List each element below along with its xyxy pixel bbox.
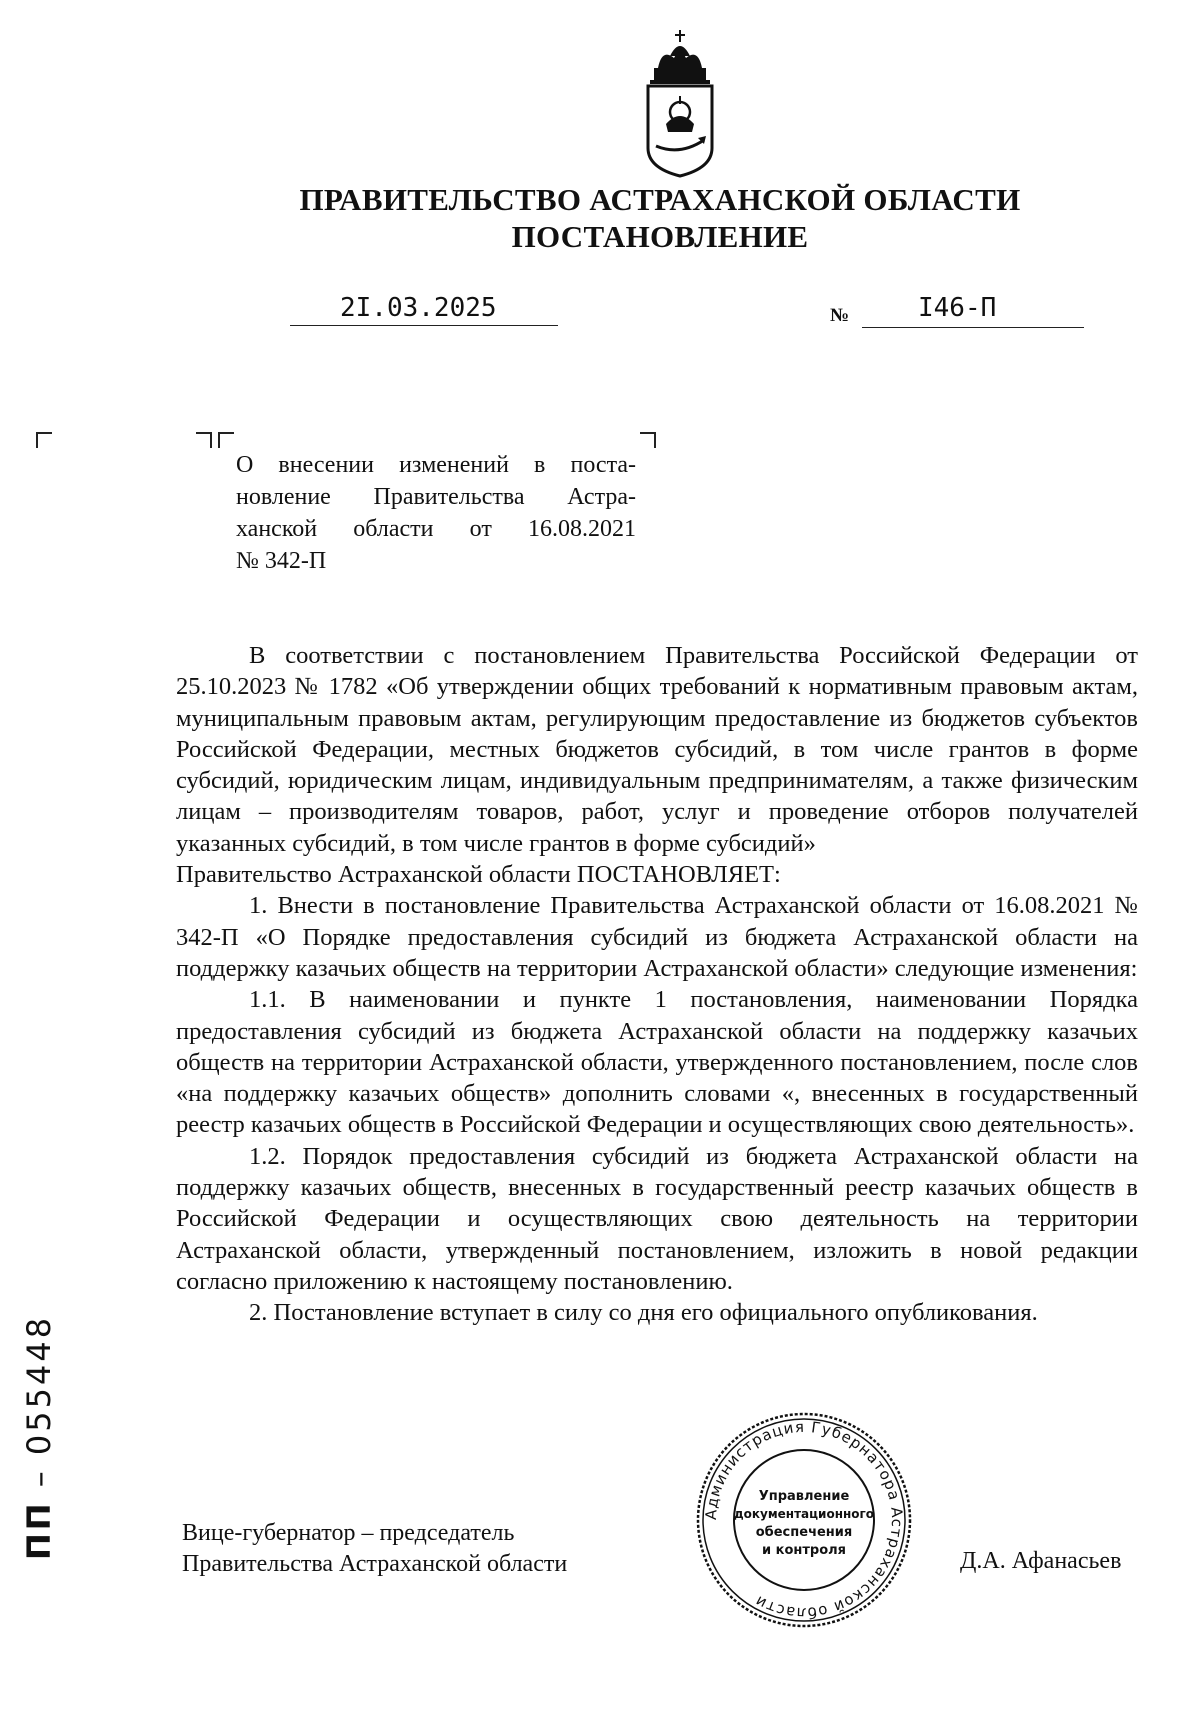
position-line: Вице-губернатор – председатель <box>182 1520 515 1546</box>
stamp-center-line: обеспечения <box>755 1525 853 1540</box>
document-subject <box>236 449 636 577</box>
stamp-center-line: документационного <box>733 1507 875 1521</box>
signatory-name: Д.А. Афанасьев <box>960 1548 1122 1574</box>
position-line: Правительства Астраханской области <box>182 1551 568 1577</box>
subject-line: ханской области от 16.08.2021 <box>236 516 636 542</box>
side-serial-code: ПП – 055448 <box>20 1314 58 1560</box>
document-number: I46-П <box>918 293 997 323</box>
item-paragraph: 1.1. В наименовании и пункте 1 постановления, наименовании Порядка предоставления субсидий из бюджета Астраханской области на поддержку казачьих обществ на территории Астраханской области, утвержденного постановлением, после слов «на поддержку казачьих обществ» дополнить словами «, внесенных в государственный реестр казачьих обществ в Российской Федерации и осуществляющих свою деятельность». <box>176 986 1138 1139</box>
preamble-paragraph: В соответствии с постановлением Правительства Российской Федерации от 25.10.2023 № 1782 «Об утверждении общих требований к нормативным правовым актам, муниципальным правовым актам, регулирующим предоставление из бюджетов субъектов Российской Федерации, местных бюджетов субсидий, в том числе грантов в форме субсидий, юридическим лицам, индивидуальным предпринимателям, а также физическим лицам – производителям товаров, работ, услуг и проведение отборов получателей указанных субсидий, в том числе грантов в форме субсидий» <box>176 642 1138 857</box>
number-label: № <box>830 305 850 326</box>
document-date: 2I.03.2025 <box>340 293 497 323</box>
serial-prefix: ПП <box>20 1500 58 1560</box>
document-type-title: ПОСТАНОВЛЕНИЕ <box>511 219 809 254</box>
serial-number: 055448 <box>20 1314 58 1456</box>
document-body <box>176 640 1138 1329</box>
subject-line: новление Правительства Астра- <box>236 484 636 510</box>
item-paragraph: 2. Постановление вступает в силу со дня его официального опубликования. <box>249 1299 1038 1327</box>
date-underline <box>290 325 558 326</box>
corner-mark <box>640 432 656 448</box>
resolution-clause: Правительство Астраханской области ПОСТАНОВЛЯЕТ: <box>176 861 781 889</box>
number-underline <box>862 327 1084 328</box>
item-paragraph: 1. Внести в постановление Правительства Астраханской области от 16.08.2021 № 342-П «О Порядке предоставления субсидий из бюджета Астраханской области на поддержку казачьих обществ на территории Астраханской области» следующие изменения: <box>176 892 1138 982</box>
corner-mark <box>196 432 212 448</box>
signatory-position <box>182 1518 567 1580</box>
corner-mark <box>218 432 234 448</box>
official-seal-icon <box>694 1410 914 1630</box>
stamp-center-line: и контроля <box>761 1543 847 1558</box>
item-paragraph: 1.2. Порядок предоставления субсидий из бюджета Астраханской области на поддержку казачьих обществ, внесенных в государственный реестр казачьих обществ в Российской Федерации и осуществляющих свою деятельность на территории Астраханской области, утвержденный постановлением, изложить в новой редакции согласно приложению к настоящему постановлению. <box>176 1142 1138 1295</box>
subject-line: О внесении изменений в поста- <box>236 452 636 478</box>
stamp-ring-text: Администрация Губернатора Астраханской области <box>701 1417 907 1623</box>
government-title: ПРАВИТЕЛЬСТВО АСТРАХАНСКОЙ ОБЛАСТИ <box>299 182 1021 217</box>
stamp-center-line: Управление <box>758 1489 850 1504</box>
corner-mark <box>36 432 52 448</box>
coat-of-arms-icon <box>640 28 720 178</box>
subject-line: № 342-П <box>236 548 327 574</box>
